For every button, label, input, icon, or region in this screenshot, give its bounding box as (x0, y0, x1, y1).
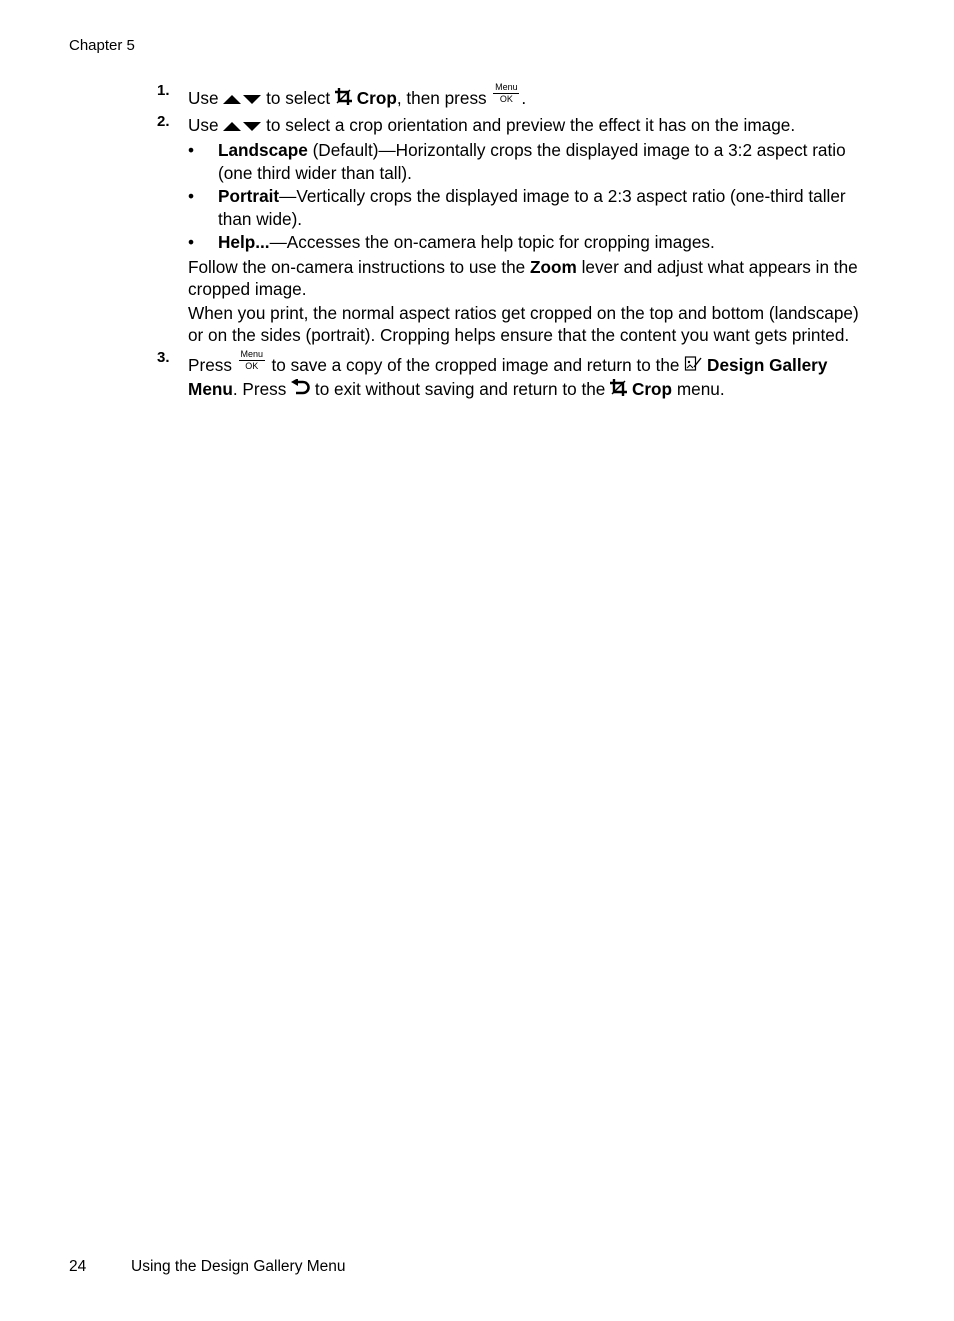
list-item: • Landscape (Default)—Horizontally crops the displayed image to a 3:2 aspect ratio (one third wider than tall). (188, 140, 846, 183)
page-number: 24 (69, 1258, 87, 1275)
menu-ok-button-icon: Menu OK (495, 82, 518, 104)
chapter-header: Chapter 5 (69, 37, 135, 54)
up-down-arrows-icon (223, 88, 261, 111)
crop-label: Crop (631, 378, 673, 399)
design-gallery-menu-label: Design Gallery Menu (188, 354, 828, 399)
zoom-instructions: Follow the on-camera instructions to use the Zoom lever and adjust what appears in the cropped image. (188, 256, 858, 300)
list-item: • Help...—Accesses the on-camera help topic for cropping images. (188, 232, 715, 253)
crop-label: Crop (356, 88, 397, 108)
crop-icon (610, 379, 627, 402)
step-number: 2. (157, 112, 170, 130)
instructions (157, 83, 869, 401)
crop-icon (335, 88, 352, 111)
menu-ok-button-icon: Menu OK (240, 348, 263, 371)
back-arrow-icon (291, 379, 310, 402)
step-number: 3. (157, 348, 170, 366)
print-note: When you print, the normal aspect ratios get cropped on the top and bottom (landscape) or on the sides (portrait). Cropping helps ensure that the content you want gets printed. (188, 302, 859, 346)
design-gallery-icon (684, 355, 702, 378)
step-number: 1. (157, 82, 170, 99)
list-item: • Portrait—Vertically crops the displayed image to a 2:3 aspect ratio (one-third taller than wide). (188, 186, 846, 229)
step-1: 1. Use to select Crop, then press Menu OK . (157, 83, 869, 111)
step-3: 3. Press Menu OK to save a copy of the cropped image and return to the Design Gallery Menu. Press to exit without saving and return to the Crop menu. (157, 350, 869, 401)
step-2: 2. Use to select a crop orientation and preview the effect it has on the image. • Landscape (Default)—Horizontally crops the displayed image to a 3:2 aspect ratio (one third wider than tall). • Portrait—Vertically crops the displayed image to a 2:3 aspect ratio (one-third taller than wide). • Help...—Accesses the on-camera help topic for cropping images. Follow the on-camera instructions to use the Zoom lever and adjust what appears in the cropped image. When you print, the normal aspect ratios get cropped on the top and bottom (landscape) or on the sides (portrait). Cropping helps ensure that the content you want gets printed. (157, 114, 869, 347)
up-down-arrows-icon (223, 115, 261, 138)
orientation-options (188, 139, 869, 254)
footer-title: Using the Design Gallery Menu (131, 1258, 346, 1275)
